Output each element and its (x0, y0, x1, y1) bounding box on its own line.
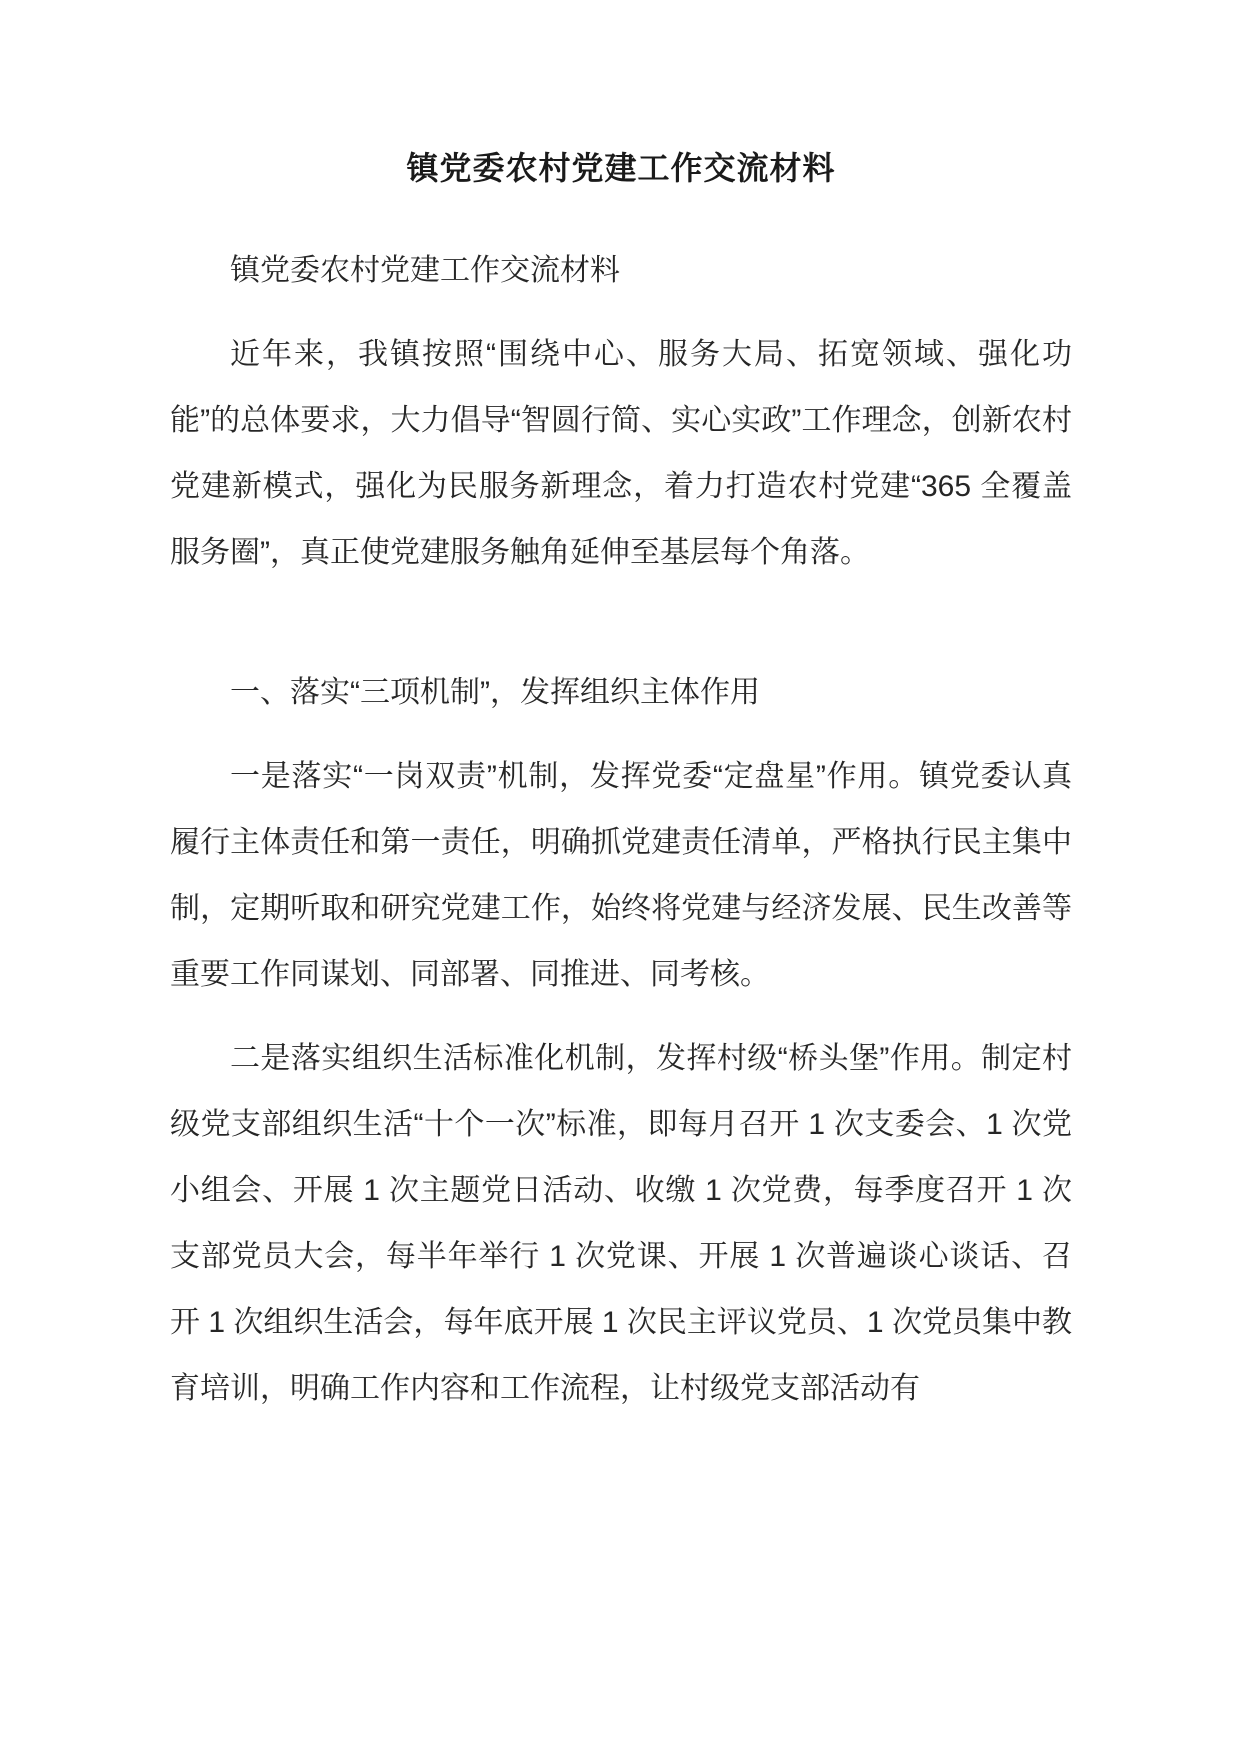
paragraph-point-2: 二是落实组织生活标准化机制，发挥村级“桥头堡”作用。制定村级党支部组织生活“十个一次”标准，即每月召开 1 次支委会、1 次党小组会、开展 1 次主题党日活动、收缴 1 次党费，每季度召开 1 次支部党员大会，每半年举行 1 次党课、开展 1 次普遍谈心谈话、召开 1 次组织生活会，每年底开展 1 次民主评议党员、1 次党员集中教育培训，明确工作内容和工作流程，让村级党支部活动有 (170, 1042, 1072, 1405)
paragraph-point-1: 一是落实“一岗双责”机制，发挥党委“定盘星”作用。镇党委认真履行主体责任和第一责任，明确抓党建责任清单，严格执行民主集中制，定期听取和研究党建工作，始终将党建与经济发展、民生改善等重要工作同谋划、同部署、同推进、同考核。 (170, 760, 1072, 991)
document-title: 镇党委农村党建工作交流材料 (406, 150, 836, 186)
paragraph-intro: 近年来，我镇按照“围绕中心、服务大局、拓宽领域、强化功能”的总体要求，大力倡导“智圆行简、实心实政”工作理念，创新农村党建新模式，强化为民服务新理念，着力打造农村党建“365 全覆盖服务圈”，真正使党建服务触角延伸至基层每个角落。 (170, 338, 1072, 569)
paragraph-section-heading-1: 一、落实“三项机制”，发挥组织主体作用 (230, 676, 760, 709)
paragraph-subtitle: 镇党委农村党建工作交流材料 (230, 254, 620, 287)
